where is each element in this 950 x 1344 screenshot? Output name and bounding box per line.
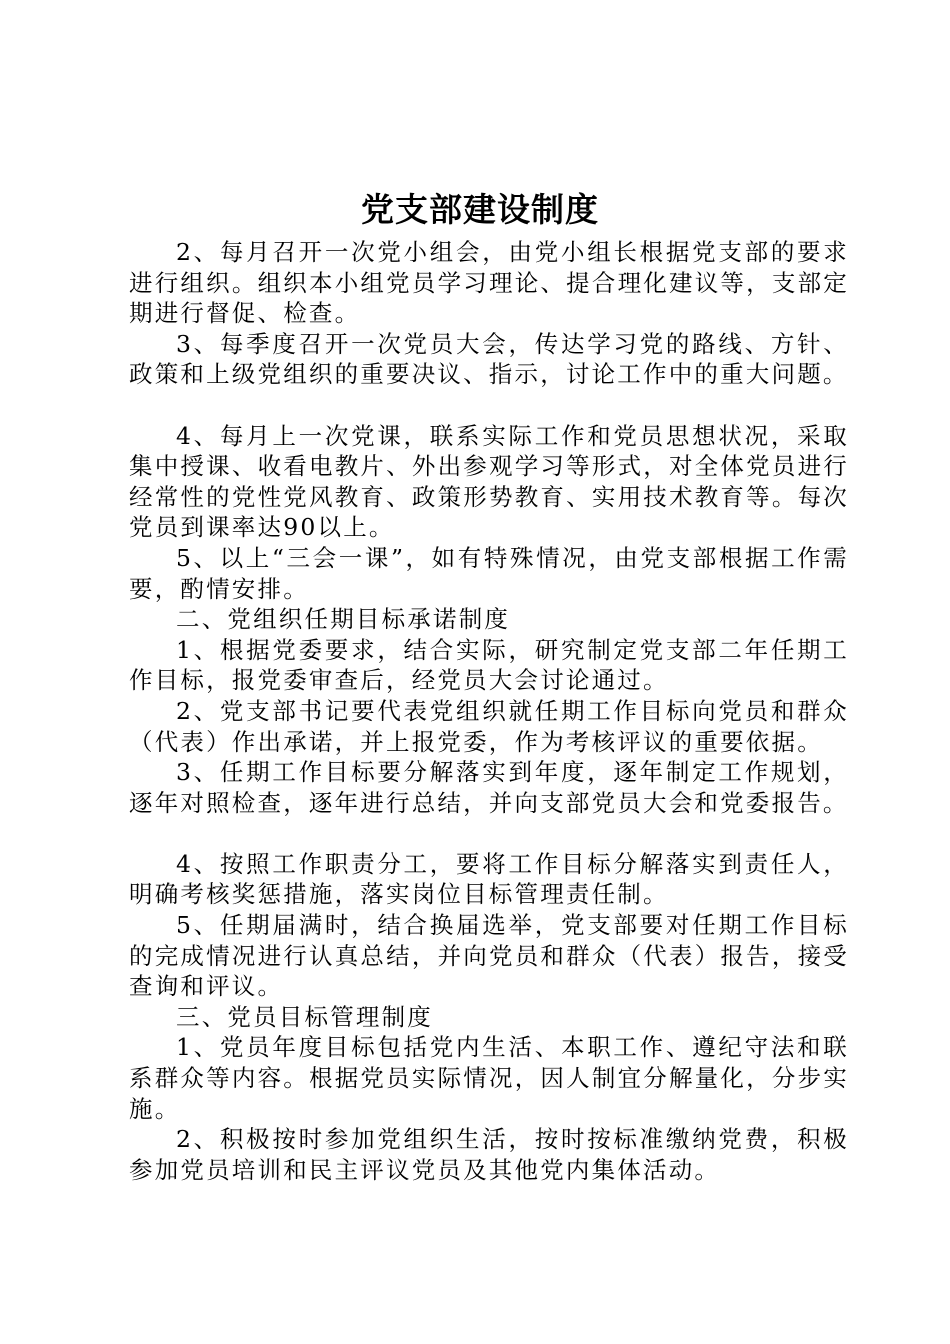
paragraph-secretary-commitment: 2、党支部书记要代表党组织就任期工作目标向党员和群众（代表）作出承诺，并上报党委，作为考核评议的重要依据。 <box>129 696 849 756</box>
paragraph-member-annual-goals: 1、党员年度目标包括党内生活、本职工作、遵纪守法和联系群众等内容。根据党员实际情况，因人制宜分解量化，分步实施。 <box>129 1033 849 1123</box>
paragraph-organization-life: 2、积极按时参加党组织生活，按时按标准缴纳党费，积极参加党员培训和民主评议党员及其他党内集体活动。 <box>129 1125 849 1184</box>
section-heading-member-goals: 三、党员目标管理制度 <box>176 1002 433 1031</box>
paragraph-gap <box>129 818 849 849</box>
paragraph-monthly-party-lecture: 4、每月上一次党课，联系实际工作和党员思想状况，采取集中授课、收看电教片、外出参观学习等形式，对全体党员进行经常性的党性党风教育、政策形势教育、实用技术教育等。每次党员到课率达90以上。 <box>129 421 849 542</box>
paragraph-monthly-group-meeting: 2、每月召开一次党小组会，由党小组长根据党支部的要求进行组织。组织本小组党员学习理论、提合理化建议等，支部定期进行督促、检查。 <box>129 238 849 328</box>
document-title: 党支部建设制度 <box>361 190 599 229</box>
document-body <box>129 237 849 1185</box>
paragraph-gap <box>129 390 849 421</box>
paragraph-annual-breakdown: 3、任期工作目标要分解落实到年度，逐年制定工作规划，逐年对照检查，逐年进行总结，并向支部党员大会和党委报告。 <box>129 758 849 817</box>
paragraph-quarterly-member-meeting: 3、每季度召开一次党员大会，传达学习党的路线、方针、政策和上级党组织的重要决议、指示，讨论工作中的重大问题。 <box>129 329 849 389</box>
section-heading-term-goals: 二、党组织任期目标承诺制度 <box>176 605 511 634</box>
paragraph-three-meetings-one-lecture: 5、以上“三会一课”，如有特殊情况，由党支部根据工作需要，酌情安排。 <box>129 543 849 603</box>
paragraph-responsibility-assignment: 4、按照工作职责分工，要将工作目标分解落实到责任人，明确考核奖惩措施，落实岗位目标管理责任制。 <box>129 849 849 909</box>
paragraph-term-goal-setting: 1、根据党委要求，结合实际，研究制定党支部二年任期工作目标，报党委审查后，经党员大会讨论通过。 <box>129 635 849 695</box>
paragraph-term-end-summary: 5、任期届满时，结合换届选举，党支部要对任期工作目标的完成情况进行认真总结，并向党员和群众（代表）报告，接受查询和评议。 <box>129 911 849 1001</box>
